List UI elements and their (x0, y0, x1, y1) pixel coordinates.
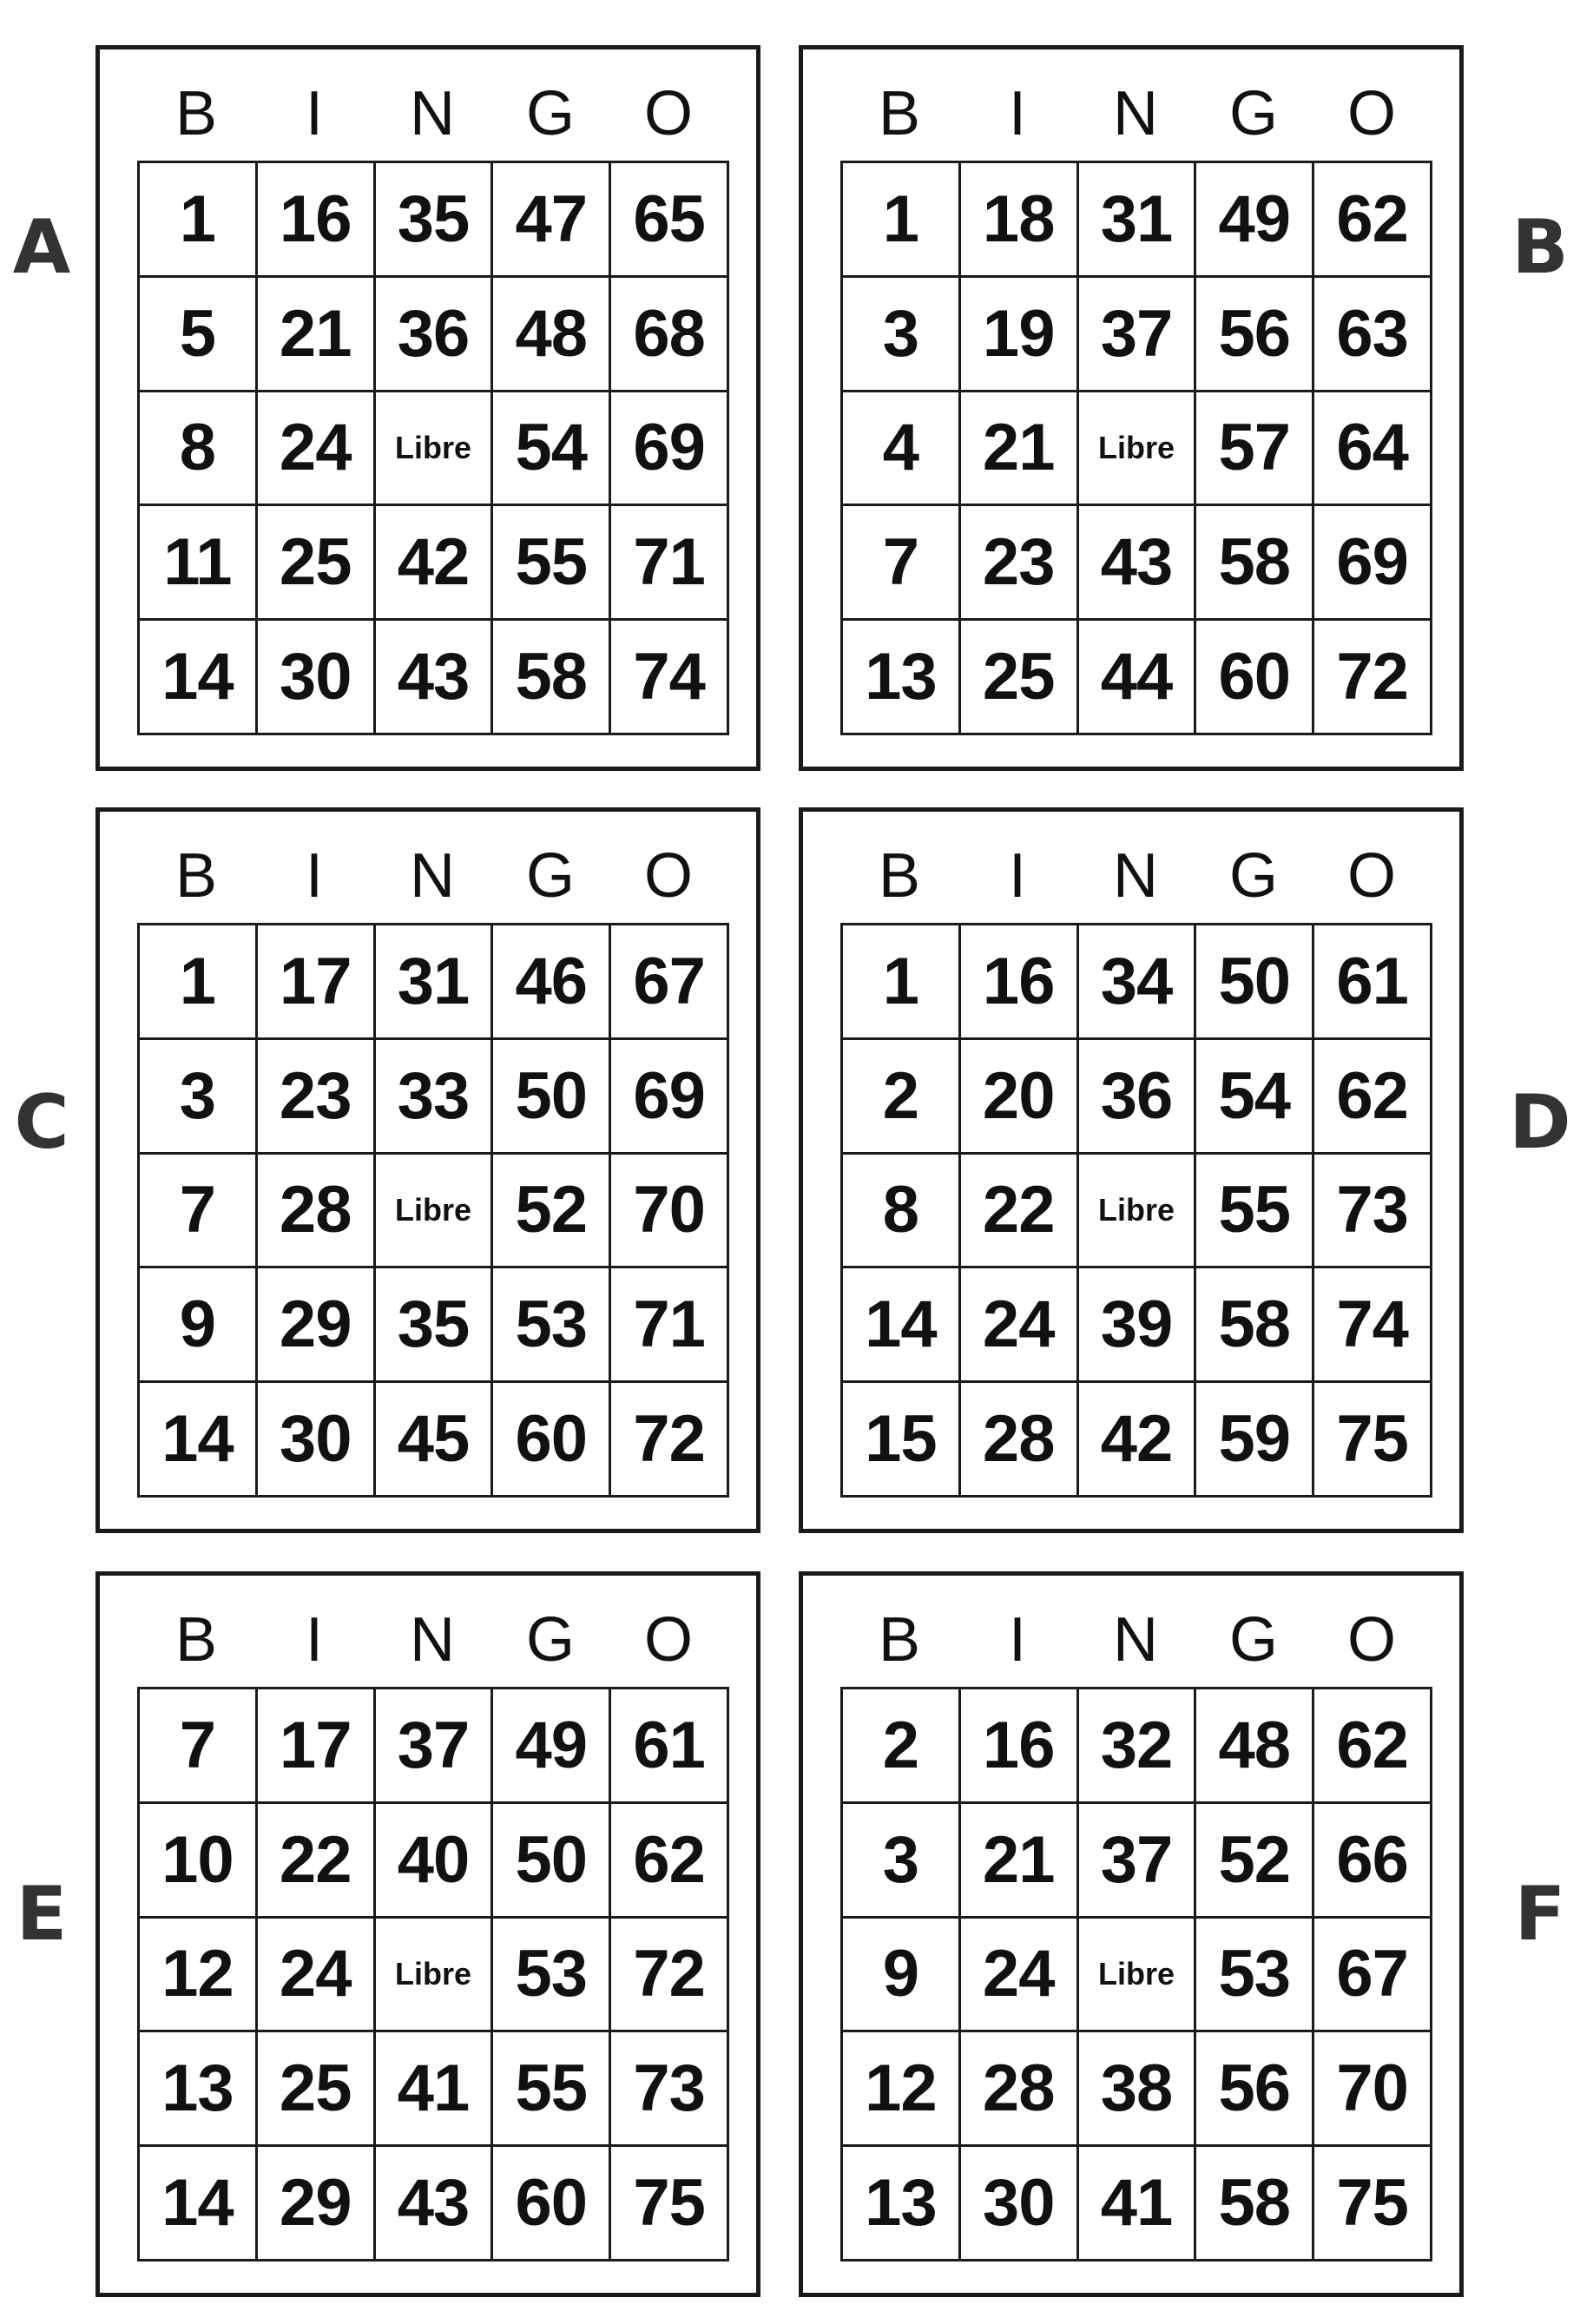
grid-cell: 31 (374, 925, 492, 1039)
grid-cell: 73 (610, 2031, 728, 2146)
grid-cell: 57 (1195, 391, 1313, 505)
grid-cell: 44 (1077, 620, 1195, 734)
grid-cell: 58 (492, 620, 610, 734)
grid-cell: 55 (1195, 1153, 1313, 1267)
grid-cell: 16 (959, 925, 1077, 1039)
header-letter-n: N (410, 1605, 455, 1675)
grid-cell: 9 (139, 1267, 257, 1382)
grid-cell: 7 (139, 1153, 257, 1267)
grid-cell: 48 (492, 276, 610, 391)
grid-cell: 23 (959, 505, 1077, 620)
grid-cell: 42 (1077, 1382, 1195, 1497)
grid-cell: 13 (842, 2146, 960, 2261)
header-letter-n: N (1113, 79, 1158, 148)
grid-cell: 74 (610, 620, 728, 734)
grid-cell: 29 (256, 2146, 374, 2261)
grid-cell: 34 (1077, 925, 1195, 1039)
grid-row (842, 276, 1432, 391)
grid-cell: 73 (1313, 1153, 1432, 1267)
grid-cell: 67 (1313, 1917, 1432, 2031)
grid-cell: 32 (1077, 1689, 1195, 1803)
grid-row (139, 1153, 728, 1267)
grid-cell: 43 (1077, 505, 1195, 620)
grid-cell: 7 (139, 1689, 257, 1803)
bingo-header (840, 74, 1431, 154)
free-space: Libre (1077, 391, 1195, 505)
grid-cell: 12 (842, 2031, 960, 2146)
grid-cell: 50 (492, 1038, 610, 1153)
grid-cell: 36 (1077, 1038, 1195, 1153)
grid-row (842, 1267, 1432, 1382)
header-letter-g: G (525, 841, 575, 911)
grid-cell: 52 (1195, 1802, 1313, 1917)
bingo-header (840, 1600, 1431, 1680)
grid-cell: 8 (842, 1153, 960, 1267)
header-letter-g: G (1228, 841, 1278, 911)
grid-cell: 1 (139, 162, 257, 277)
header-letter-b: B (174, 841, 218, 911)
grid-cell: 50 (492, 1802, 610, 1917)
grid-cell: 12 (139, 1917, 257, 2031)
grid-row (139, 1267, 728, 1382)
grid-cell: 14 (139, 620, 257, 734)
grid-cell: 60 (1195, 620, 1313, 734)
grid-cell: 1 (842, 925, 960, 1039)
grid-cell: 43 (374, 620, 492, 734)
grid-cell: 75 (610, 2146, 728, 2261)
grid-row (842, 391, 1432, 505)
grid-row (139, 1917, 728, 2031)
header-letter-g: G (525, 1605, 575, 1675)
grid-cell: 47 (492, 162, 610, 277)
header-letter-b: B (174, 1605, 218, 1675)
grid-cell: 70 (1313, 2031, 1432, 2146)
grid-cell: 21 (959, 1802, 1077, 1917)
grid-cell: 18 (959, 162, 1077, 277)
header-letter-b: B (878, 841, 921, 911)
grid-cell: 4 (842, 391, 960, 505)
grid-cell: 45 (374, 1382, 492, 1497)
header-letter-i: I (305, 79, 323, 148)
free-space: Libre (374, 391, 492, 505)
grid-row (842, 162, 1432, 277)
grid-row (842, 1802, 1432, 1917)
grid-row (139, 505, 728, 620)
free-space: Libre (374, 1153, 492, 1267)
grid-cell: 55 (492, 505, 610, 620)
grid-cell: 37 (1077, 1802, 1195, 1917)
grid-cell: 3 (139, 1038, 257, 1153)
grid-cell: 24 (959, 1267, 1077, 1382)
grid-cell: 14 (139, 1382, 257, 1497)
grid-cell: 24 (256, 1917, 374, 2031)
grid-cell: 54 (492, 391, 610, 505)
grid-cell: 1 (139, 925, 257, 1039)
header-letter-i: I (1008, 1605, 1026, 1675)
grid-cell: 22 (959, 1153, 1077, 1267)
grid-cell: 25 (959, 620, 1077, 734)
header-letter-n: N (410, 841, 455, 911)
grid-cell: 8 (139, 391, 257, 505)
grid-row (842, 620, 1432, 734)
grid-row (139, 925, 728, 1039)
grid-cell: 52 (492, 1153, 610, 1267)
grid-cell: 64 (1313, 391, 1432, 505)
header-letter-i: I (1008, 79, 1026, 148)
grid-cell: 55 (492, 2031, 610, 2146)
header-letter-b: B (174, 79, 218, 148)
free-space: Libre (1077, 1917, 1195, 2031)
grid-cell: 49 (1195, 162, 1313, 277)
grid-cell: 43 (374, 2146, 492, 2261)
grid-cell: 53 (1195, 1917, 1313, 2031)
card-label-f: F (1514, 1871, 1566, 1958)
grid-cell: 24 (256, 391, 374, 505)
number-grid (840, 161, 1432, 735)
number-grid (137, 1687, 729, 2261)
grid-cell: 38 (1077, 2031, 1195, 2146)
header-letter-b: B (878, 79, 921, 148)
grid-cell: 69 (1313, 505, 1432, 620)
bingo-card-b (799, 45, 1464, 771)
grid-cell: 49 (492, 1689, 610, 1803)
header-letter-o: O (643, 841, 693, 911)
bingo-card-a (95, 45, 760, 771)
grid-cell: 16 (959, 1689, 1077, 1803)
grid-cell: 63 (1313, 276, 1432, 391)
number-grid (840, 1687, 1432, 2261)
grid-cell: 58 (1195, 505, 1313, 620)
grid-cell: 30 (256, 620, 374, 734)
grid-cell: 67 (610, 925, 728, 1039)
grid-cell: 37 (374, 1689, 492, 1803)
bingo-header (137, 1600, 727, 1680)
grid-cell: 74 (1313, 1267, 1432, 1382)
grid-cell: 50 (1195, 925, 1313, 1039)
grid-cell: 36 (374, 276, 492, 391)
grid-cell: 66 (1313, 1802, 1432, 1917)
grid-cell: 17 (256, 1689, 374, 1803)
grid-cell: 60 (492, 2146, 610, 2261)
grid-row (842, 1382, 1432, 1497)
grid-cell: 3 (842, 1802, 960, 1917)
bingo-card-e (95, 1571, 760, 2297)
grid-cell: 25 (256, 2031, 374, 2146)
header-letter-o: O (643, 79, 693, 148)
free-space: Libre (1077, 1153, 1195, 1267)
grid-cell: 14 (842, 1267, 960, 1382)
grid-cell: 2 (842, 1038, 960, 1153)
grid-cell: 72 (1313, 620, 1432, 734)
grid-cell: 17 (256, 925, 374, 1039)
grid-cell: 75 (1313, 1382, 1432, 1497)
bingo-card-d (799, 807, 1464, 1533)
bingo-card-c (95, 807, 760, 1533)
grid-cell: 2 (842, 1689, 960, 1803)
grid-cell: 41 (1077, 2146, 1195, 2261)
grid-cell: 14 (139, 2146, 257, 2261)
grid-cell: 54 (1195, 1038, 1313, 1153)
grid-row (139, 1382, 728, 1497)
grid-cell: 65 (610, 162, 728, 277)
grid-cell: 53 (492, 1917, 610, 2031)
grid-cell: 35 (374, 1267, 492, 1382)
grid-cell: 69 (610, 391, 728, 505)
grid-cell: 59 (1195, 1382, 1313, 1497)
grid-cell: 37 (1077, 276, 1195, 391)
header-letter-g: G (1228, 1605, 1278, 1675)
grid-cell: 9 (842, 1917, 960, 2031)
grid-cell: 62 (1313, 1689, 1432, 1803)
grid-cell: 3 (842, 276, 960, 391)
grid-row (139, 1038, 728, 1153)
header-letter-i: I (305, 1605, 323, 1675)
grid-cell: 28 (959, 1382, 1077, 1497)
grid-cell: 11 (139, 505, 257, 620)
header-letter-n: N (410, 79, 455, 148)
grid-cell: 28 (959, 2031, 1077, 2146)
grid-cell: 71 (610, 505, 728, 620)
grid-row (842, 505, 1432, 620)
grid-cell: 61 (610, 1689, 728, 1803)
grid-cell: 61 (1313, 925, 1432, 1039)
header-letter-g: G (525, 79, 575, 148)
grid-cell: 58 (1195, 1267, 1313, 1382)
grid-cell: 40 (374, 1802, 492, 1917)
grid-row (139, 2031, 728, 2146)
grid-cell: 69 (610, 1038, 728, 1153)
header-letter-n: N (1113, 1605, 1158, 1675)
grid-row (139, 2146, 728, 2261)
grid-row (842, 1153, 1432, 1267)
grid-cell: 48 (1195, 1689, 1313, 1803)
grid-row (842, 1689, 1432, 1803)
grid-cell: 62 (610, 1802, 728, 1917)
header-letter-o: O (1346, 1605, 1396, 1675)
grid-cell: 16 (256, 162, 374, 277)
grid-cell: 22 (256, 1802, 374, 1917)
card-label-a: A (12, 204, 71, 291)
grid-cell: 21 (959, 391, 1077, 505)
grid-cell: 13 (842, 620, 960, 734)
grid-cell: 29 (256, 1267, 374, 1382)
grid-cell: 72 (610, 1917, 728, 2031)
bingo-card-f (799, 1571, 1464, 2297)
grid-row (842, 1038, 1432, 1153)
header-letter-o: O (643, 1605, 693, 1675)
grid-cell: 75 (1313, 2146, 1432, 2261)
grid-cell: 68 (610, 276, 728, 391)
grid-cell: 72 (610, 1382, 728, 1497)
grid-row (139, 1802, 728, 1917)
grid-cell: 15 (842, 1382, 960, 1497)
bingo-header (840, 836, 1431, 916)
grid-cell: 5 (139, 276, 257, 391)
grid-cell: 21 (256, 276, 374, 391)
header-letter-g: G (1228, 79, 1278, 148)
grid-cell: 13 (139, 2031, 257, 2146)
grid-row (842, 1917, 1432, 2031)
grid-cell: 30 (959, 2146, 1077, 2261)
grid-cell: 31 (1077, 162, 1195, 277)
card-label-c: C (14, 1079, 69, 1166)
grid-row (842, 2146, 1432, 2261)
grid-cell: 56 (1195, 276, 1313, 391)
header-letter-o: O (1346, 841, 1396, 911)
number-grid (137, 923, 729, 1498)
grid-row (139, 276, 728, 391)
number-grid (137, 161, 729, 735)
grid-cell: 42 (374, 505, 492, 620)
grid-cell: 70 (610, 1153, 728, 1267)
bingo-header (137, 836, 727, 916)
card-label-d: D (1509, 1079, 1571, 1166)
header-letter-o: O (1346, 79, 1396, 148)
grid-row (139, 162, 728, 277)
grid-cell: 46 (492, 925, 610, 1039)
grid-row (842, 925, 1432, 1039)
grid-cell: 10 (139, 1802, 257, 1917)
header-letter-n: N (1113, 841, 1158, 911)
grid-cell: 33 (374, 1038, 492, 1153)
grid-cell: 19 (959, 276, 1077, 391)
grid-row (842, 2031, 1432, 2146)
grid-cell: 25 (256, 505, 374, 620)
grid-row (139, 391, 728, 505)
grid-cell: 1 (842, 162, 960, 277)
number-grid (840, 923, 1432, 1498)
grid-cell: 62 (1313, 162, 1432, 277)
grid-cell: 24 (959, 1917, 1077, 2031)
grid-row (139, 620, 728, 734)
grid-cell: 71 (610, 1267, 728, 1382)
header-letter-i: I (305, 841, 323, 911)
grid-cell: 20 (959, 1038, 1077, 1153)
grid-cell: 35 (374, 162, 492, 277)
grid-cell: 30 (256, 1382, 374, 1497)
grid-cell: 41 (374, 2031, 492, 2146)
grid-cell: 23 (256, 1038, 374, 1153)
card-label-b: B (1511, 204, 1569, 291)
grid-cell: 56 (1195, 2031, 1313, 2146)
grid-row (139, 1689, 728, 1803)
grid-cell: 58 (1195, 2146, 1313, 2261)
bingo-header (137, 74, 727, 154)
grid-cell: 53 (492, 1267, 610, 1382)
free-space: Libre (374, 1917, 492, 2031)
header-letter-i: I (1008, 841, 1026, 911)
grid-cell: 60 (492, 1382, 610, 1497)
grid-cell: 7 (842, 505, 960, 620)
grid-cell: 62 (1313, 1038, 1432, 1153)
grid-cell: 28 (256, 1153, 374, 1267)
card-label-e: E (16, 1871, 68, 1958)
grid-cell: 39 (1077, 1267, 1195, 1382)
header-letter-b: B (878, 1605, 921, 1675)
